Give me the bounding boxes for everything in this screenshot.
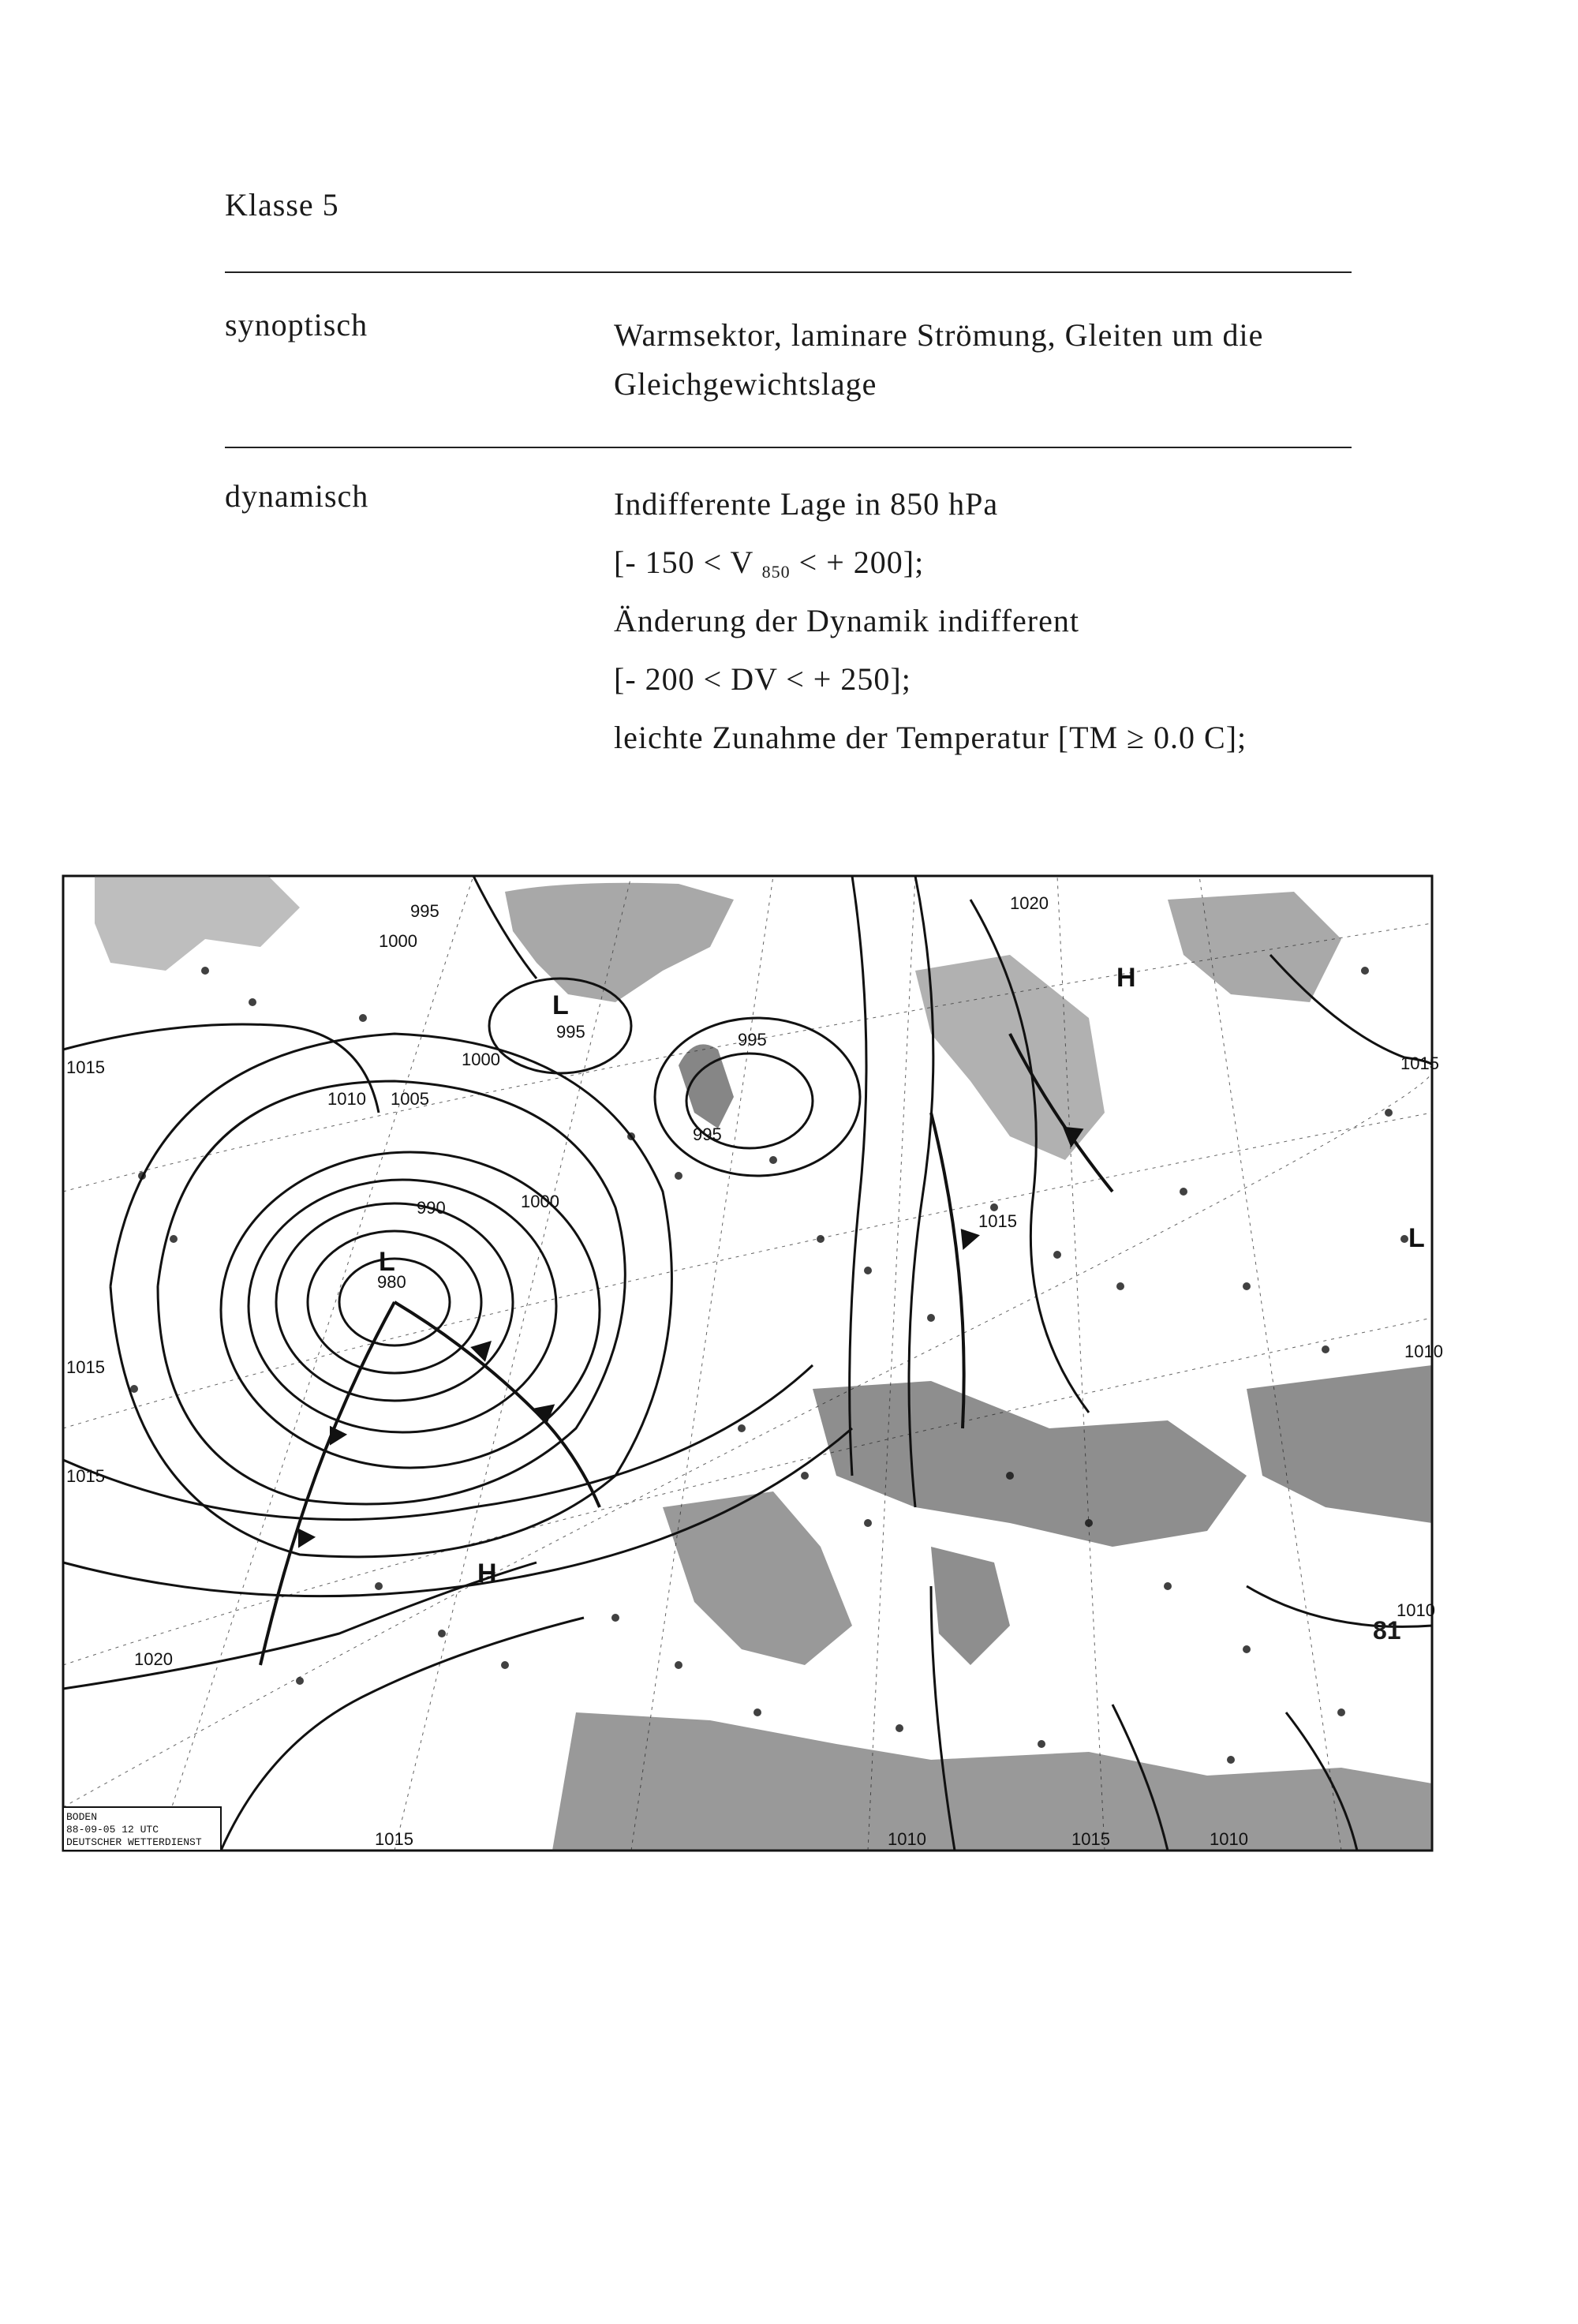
weather-map-graphic xyxy=(63,876,1443,1851)
page-number: 81 xyxy=(1373,1616,1401,1645)
isobar-label: 980 xyxy=(377,1272,406,1292)
isobar-label: 1000 xyxy=(521,1192,559,1211)
map-frame xyxy=(63,876,1432,1851)
synoptic-label: synoptisch xyxy=(225,307,368,342)
class-title: Klasse 5 xyxy=(225,187,339,223)
isobar-label: 990 xyxy=(417,1198,446,1218)
isobar-label: 1010 xyxy=(888,1829,926,1849)
isobar-label: 1005 xyxy=(391,1089,429,1109)
isobar-label: 1015 xyxy=(375,1829,413,1849)
isobar-label: 1015 xyxy=(978,1211,1017,1231)
stamp-line-3: DEUTSCHER WETTERDIENST xyxy=(66,1836,202,1848)
isobar-label: 1010 xyxy=(1397,1600,1435,1620)
isobar-label: 1015 xyxy=(1400,1053,1439,1073)
surface-weather-map xyxy=(63,876,1443,1851)
isobar-label: 1015 xyxy=(66,1057,105,1077)
isobar-label: 1010 xyxy=(327,1089,366,1109)
dynamic-line-2 xyxy=(614,544,1247,602)
high-pressure-center-south: H xyxy=(477,1559,497,1589)
middle-rule xyxy=(225,447,1352,448)
top-rule xyxy=(225,271,1352,273)
map-stamp xyxy=(63,1807,221,1851)
isobar-label: 995 xyxy=(410,901,439,921)
low-pressure-center-north: L xyxy=(552,990,569,1020)
dynamic-line-5: leichte Zunahme der Temperatur [TM ≥ 0.0 C]; xyxy=(614,720,1247,755)
isobar-label: 1020 xyxy=(1010,893,1049,913)
low-pressure-center-east: L xyxy=(1408,1223,1425,1253)
isobar-label: 1020 xyxy=(134,1649,173,1669)
synoptic-description-line-1: Warmsektor, laminare Strömung, Gleiten um die xyxy=(614,317,1264,353)
isobar-label: 1010 xyxy=(1210,1829,1248,1849)
v850-post: < + 200]; xyxy=(790,545,925,580)
dynamic-line-4: [- 200 < DV < + 250]; xyxy=(614,661,911,697)
synoptic-description-line-2: Gleichgewichtslage xyxy=(614,366,877,402)
isobar-label: 995 xyxy=(556,1022,585,1042)
isobar-label: 1015 xyxy=(1071,1829,1110,1849)
isobar-label: 1000 xyxy=(379,931,417,951)
isobar-label: 1010 xyxy=(1404,1342,1443,1361)
stamp-line-1: BODEN xyxy=(66,1811,98,1823)
low-pressure-center-main: L xyxy=(379,1247,395,1277)
isobar-label: 995 xyxy=(693,1125,722,1144)
dynamic-line-3: Änderung der Dynamik indifferent xyxy=(614,603,1079,638)
v850-pre: [- 150 < V xyxy=(614,545,762,580)
high-pressure-center-north: H xyxy=(1116,963,1136,993)
isobar-label: 1000 xyxy=(462,1050,500,1069)
dynamic-label: dynamisch xyxy=(225,478,369,514)
dynamic-description xyxy=(614,485,1247,777)
v850-subscript: 850 xyxy=(761,562,791,582)
stamp-line-2: 88-09-05 12 UTC xyxy=(66,1824,159,1836)
isobar-label: 995 xyxy=(738,1030,767,1050)
isobar-label: 1015 xyxy=(66,1466,105,1486)
isobar-label: 1015 xyxy=(66,1357,105,1377)
dynamic-line-1: Indifferente Lage in 850 hPa xyxy=(614,486,999,522)
